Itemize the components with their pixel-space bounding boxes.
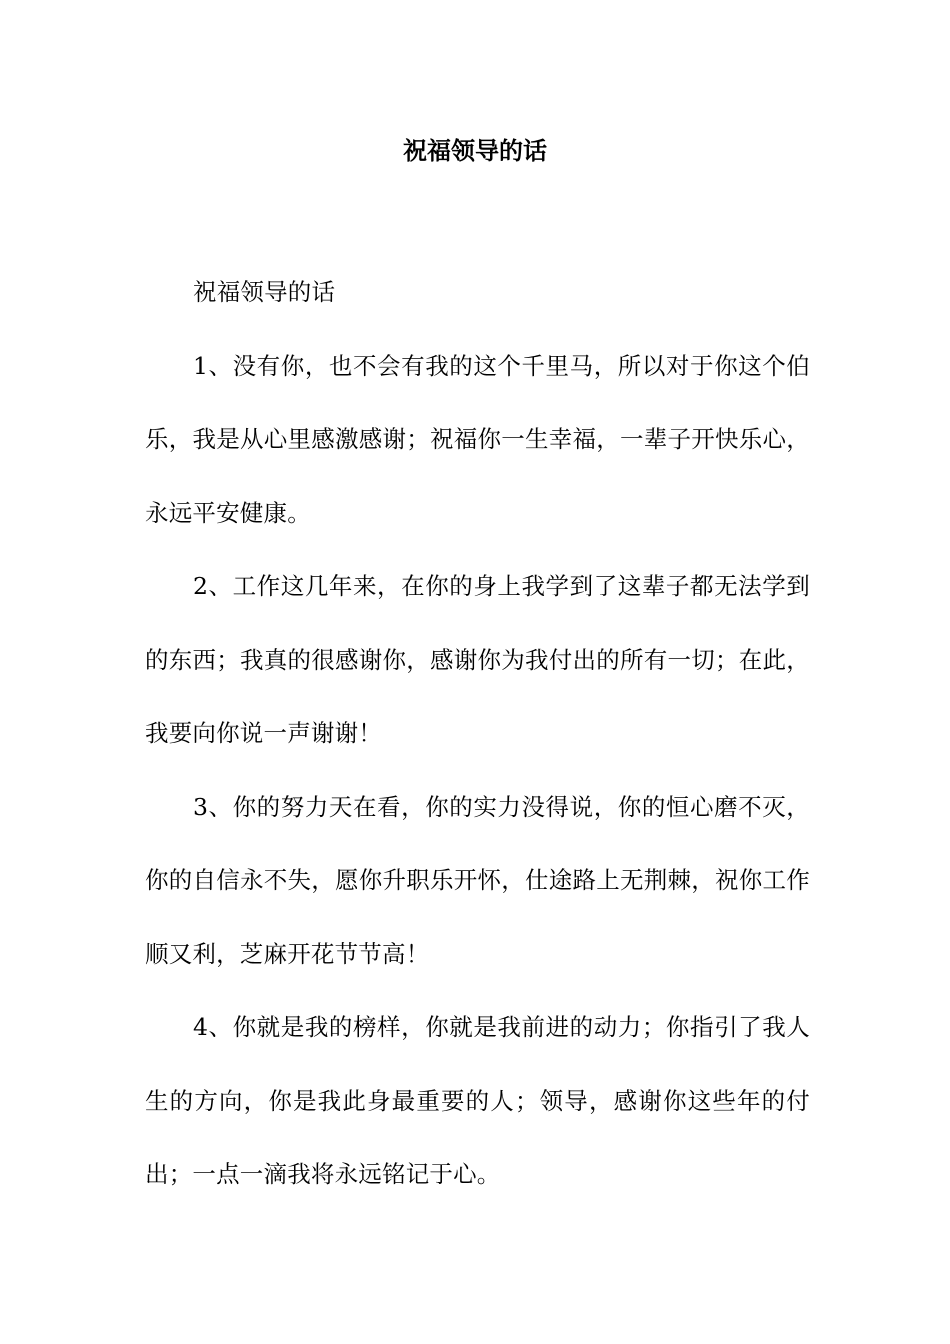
- document-title: 祝福领导的话: [403, 136, 547, 165]
- document-body: [145, 256, 810, 1212]
- wish-paragraph-1: 1、没有你，也不会有我的这个千里马，所以对于你这个伯乐，我是从心里感激感谢；祝福你一生幸福，一辈子开快乐心，永远平安健康。: [145, 351, 810, 527]
- wish-paragraph-3: 3、你的努力天在看，你的实力没得说，你的恒心磨不灭，你的自信永不失，愿你升职乐开怀，仕途路上无荆棘，祝你工作顺又利，芝麻开花节节高！: [145, 792, 810, 968]
- wish-paragraph-4: 4、你就是我的榜样，你就是我前进的动力；你指引了我人生的方向，你是我此身最重要的人；领导，感谢你这些年的付出；一点一滴我将永远铭记于心。: [145, 1013, 810, 1188]
- wish-paragraph-2: 2、工作这几年来，在你的身上我学到了这辈子都无法学到的东西；我真的很感谢你，感谢你为我付出的所有一切；在此，我要向你说一声谢谢！: [145, 572, 810, 747]
- subtitle-paragraph: 祝福领导的话: [193, 278, 336, 306]
